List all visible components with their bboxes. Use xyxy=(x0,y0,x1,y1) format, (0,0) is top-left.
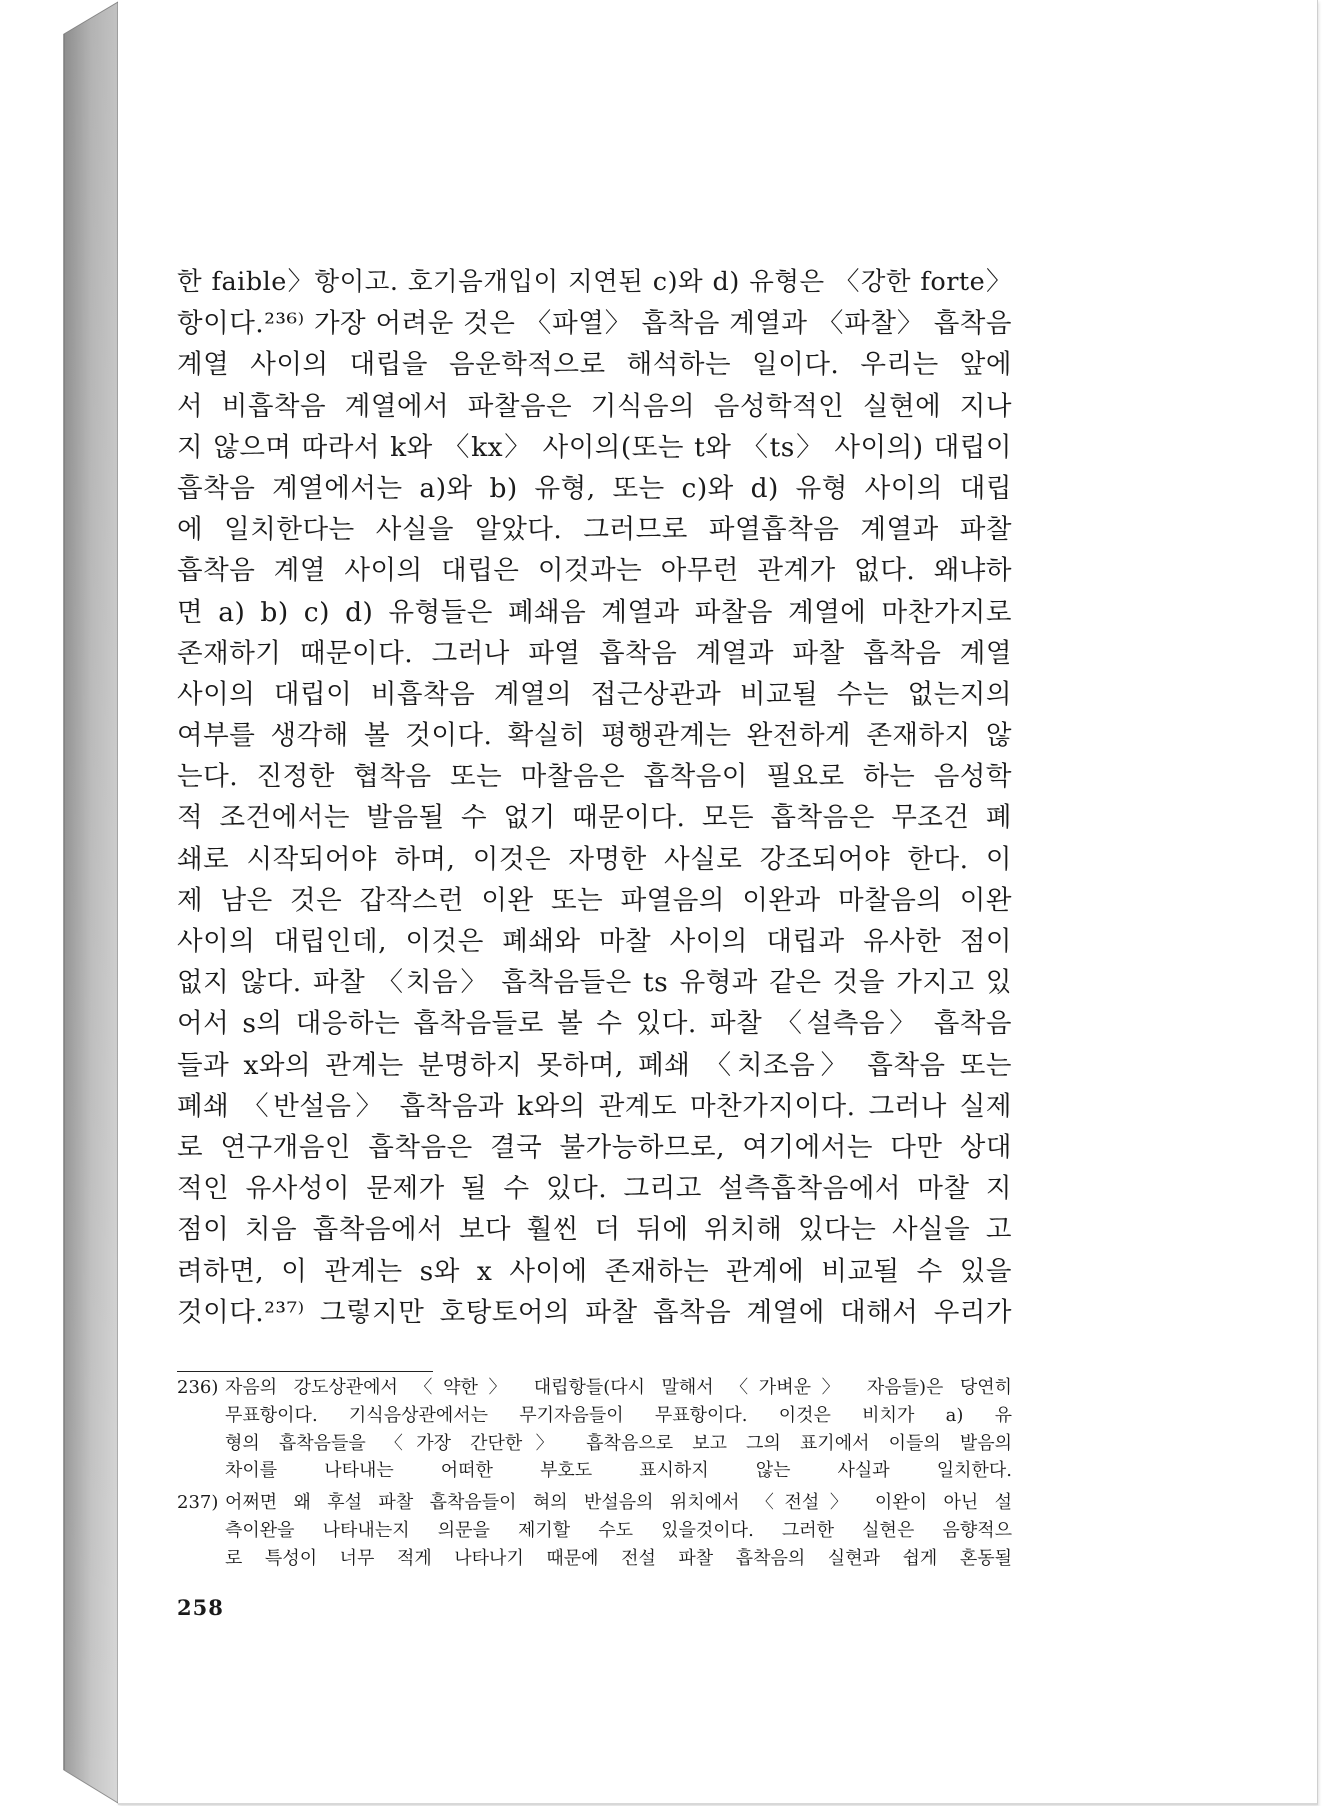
body-line: 적인 유사성이 문제가 될 수 있다. 그리고 설측흡착음에서 마찰 지 xyxy=(177,1173,1012,1205)
footnote-number: 237) xyxy=(177,1492,219,1514)
body-line: 제 남은 것은 갑작스런 이완 또는 파열음의 이완과 마찰음의 이완 xyxy=(177,884,1012,916)
body-line: 존재하기 때문이다. 그러나 파열 흡착음 계열과 파찰 흡착음 계열 xyxy=(177,637,1012,669)
body-line: 여부를 생각해 볼 것이다. 확실히 평행관계는 완전하게 존재하지 않 xyxy=(177,720,1012,752)
body-line: 사이의 대립인데, 이것은 폐쇄와 마찰 사이의 대립과 유사한 점이 xyxy=(177,926,1012,957)
body-line: 들과 x와의 관계는 분명하지 못하며, 폐쇄 〈치조음〉 흡착음 또는 xyxy=(177,1049,1012,1081)
body-line: 로 연구개음인 흡착음은 결국 불가능하므로, 여기에서는 다만 상대 xyxy=(177,1131,1012,1163)
body-line: 어서 s의 대응하는 흡착음들로 볼 수 있다. 파찰 〈설측음〉 흡착음 xyxy=(177,1008,1012,1040)
body-line: 흡착음 계열에서는 a)와 b) 유형, 또는 c)와 d) 유형 사이의 대립 xyxy=(177,472,1012,504)
body-line: 한 faible〉항이고. 호기음개입이 지연된 c)와 d) 유형은 〈강한 forte〉 xyxy=(177,267,1012,297)
body-line: 려하면, 이 관계는 s와 x 사이에 존재하는 관계에 비교될 수 있을 xyxy=(177,1255,1012,1287)
footnote-text: 어쩌면 왜 후설 파찰 흡착음들이 혀의 반설음의 위치에서 〈전설〉 이완이 아닌 설 xyxy=(225,1492,1012,1514)
footnote-236 xyxy=(177,1374,1012,1485)
footnote-line: 측이완을 나타내는지 의문을 제기할 수도 있을것이다. 그러한 실현은 음향적으 xyxy=(225,1519,1012,1541)
footnotes xyxy=(177,1374,1012,1577)
footnote-line xyxy=(177,1489,1012,1517)
body-line: 쇄로 시작되어야 하며, 이것은 자명한 사실로 강조되어야 한다. 이 xyxy=(177,843,1012,875)
footnote-line: 차이를 나타내는 어떠한 부호도 표시하지 않는 사실과 일치한다. xyxy=(225,1460,1012,1482)
body-line: 것이다.²³⁷⁾ 그렇지만 호탕토어의 파찰 흡착음 계열에 대해서 우리가 xyxy=(177,1296,1012,1328)
body-line: 계열 사이의 대립을 음운학적으로 해석하는 일이다. 우리는 앞에 xyxy=(177,349,1012,381)
body-line: 에 일치한다는 사실을 알았다. 그러므로 파열흡착음 계열과 파찰 xyxy=(177,514,1012,546)
footnote-line: 형의 흡착음들을 〈가장 간단한〉 흡착음으로 보고 그의 표기에서 이들의 발음의 xyxy=(225,1432,1012,1454)
footnote-number: 236) xyxy=(177,1377,219,1398)
footnote-line xyxy=(177,1374,1012,1402)
footnote-line: 무표항이다. 기식음상관에서는 무기자음들이 무표항이다. 이것은 비치가 a) 유 xyxy=(225,1404,1012,1426)
page-number: 258 xyxy=(177,1595,224,1620)
body-line: 폐쇄 〈반설음〉 흡착음과 k와의 관계도 마찬가지이다. 그러나 실제 xyxy=(177,1090,1012,1122)
footnote-line: 로 특성이 너무 적게 나타나기 때문에 전설 파찰 흡착음의 실현과 쉽게 혼동될 xyxy=(225,1547,1012,1569)
footnote-237 xyxy=(177,1489,1012,1572)
body-line: 없지 않다. 파찰 〈치음〉 흡착음들은 ts 유형과 같은 것을 가지고 있 xyxy=(177,967,1012,999)
body-line: 사이의 대립이 비흡착음 계열의 접근상관과 비교될 수는 없는지의 xyxy=(177,678,1012,710)
body-line: 서 비흡착음 계열에서 파찰음은 기식음의 음성학적인 실현에 지나 xyxy=(177,390,1012,422)
footnote-text: 자음의 강도상관에서 〈약한〉 대립항들(다시 말해서 〈가벼운〉 자음들)은 당연히 xyxy=(225,1377,1012,1398)
body-line: 점이 치음 흡착음에서 보다 훨씬 더 뒤에 위치해 있다는 사실을 고 xyxy=(177,1214,1012,1246)
body-text xyxy=(177,262,1012,1333)
body-line: 항이다.²³⁶⁾ 가장 어려운 것은 〈파열〉 흡착음 계열과 〈파찰〉 흡착음 xyxy=(177,308,1012,340)
body-line: 면 a) b) c) d) 유형들은 폐쇄음 계열과 파찰음 계열에 마찬가지로 xyxy=(177,596,1012,628)
footnote-rule xyxy=(177,1371,433,1372)
body-line: 지 않으며 따라서 k와 〈kx〉 사이의(또는 t와 〈ts〉 사이의) 대립이 xyxy=(177,431,1012,463)
body-line: 흡착음 계열 사이의 대립은 이것과는 아무런 관계가 없다. 왜냐하 xyxy=(177,555,1012,587)
body-line: 는다. 진정한 협착음 또는 마찰음은 흡착음이 필요로 하는 음성학 xyxy=(177,761,1012,793)
body-line: 적 조건에서는 발음될 수 없기 때문이다. 모든 흡착음은 무조건 폐 xyxy=(177,802,1012,834)
